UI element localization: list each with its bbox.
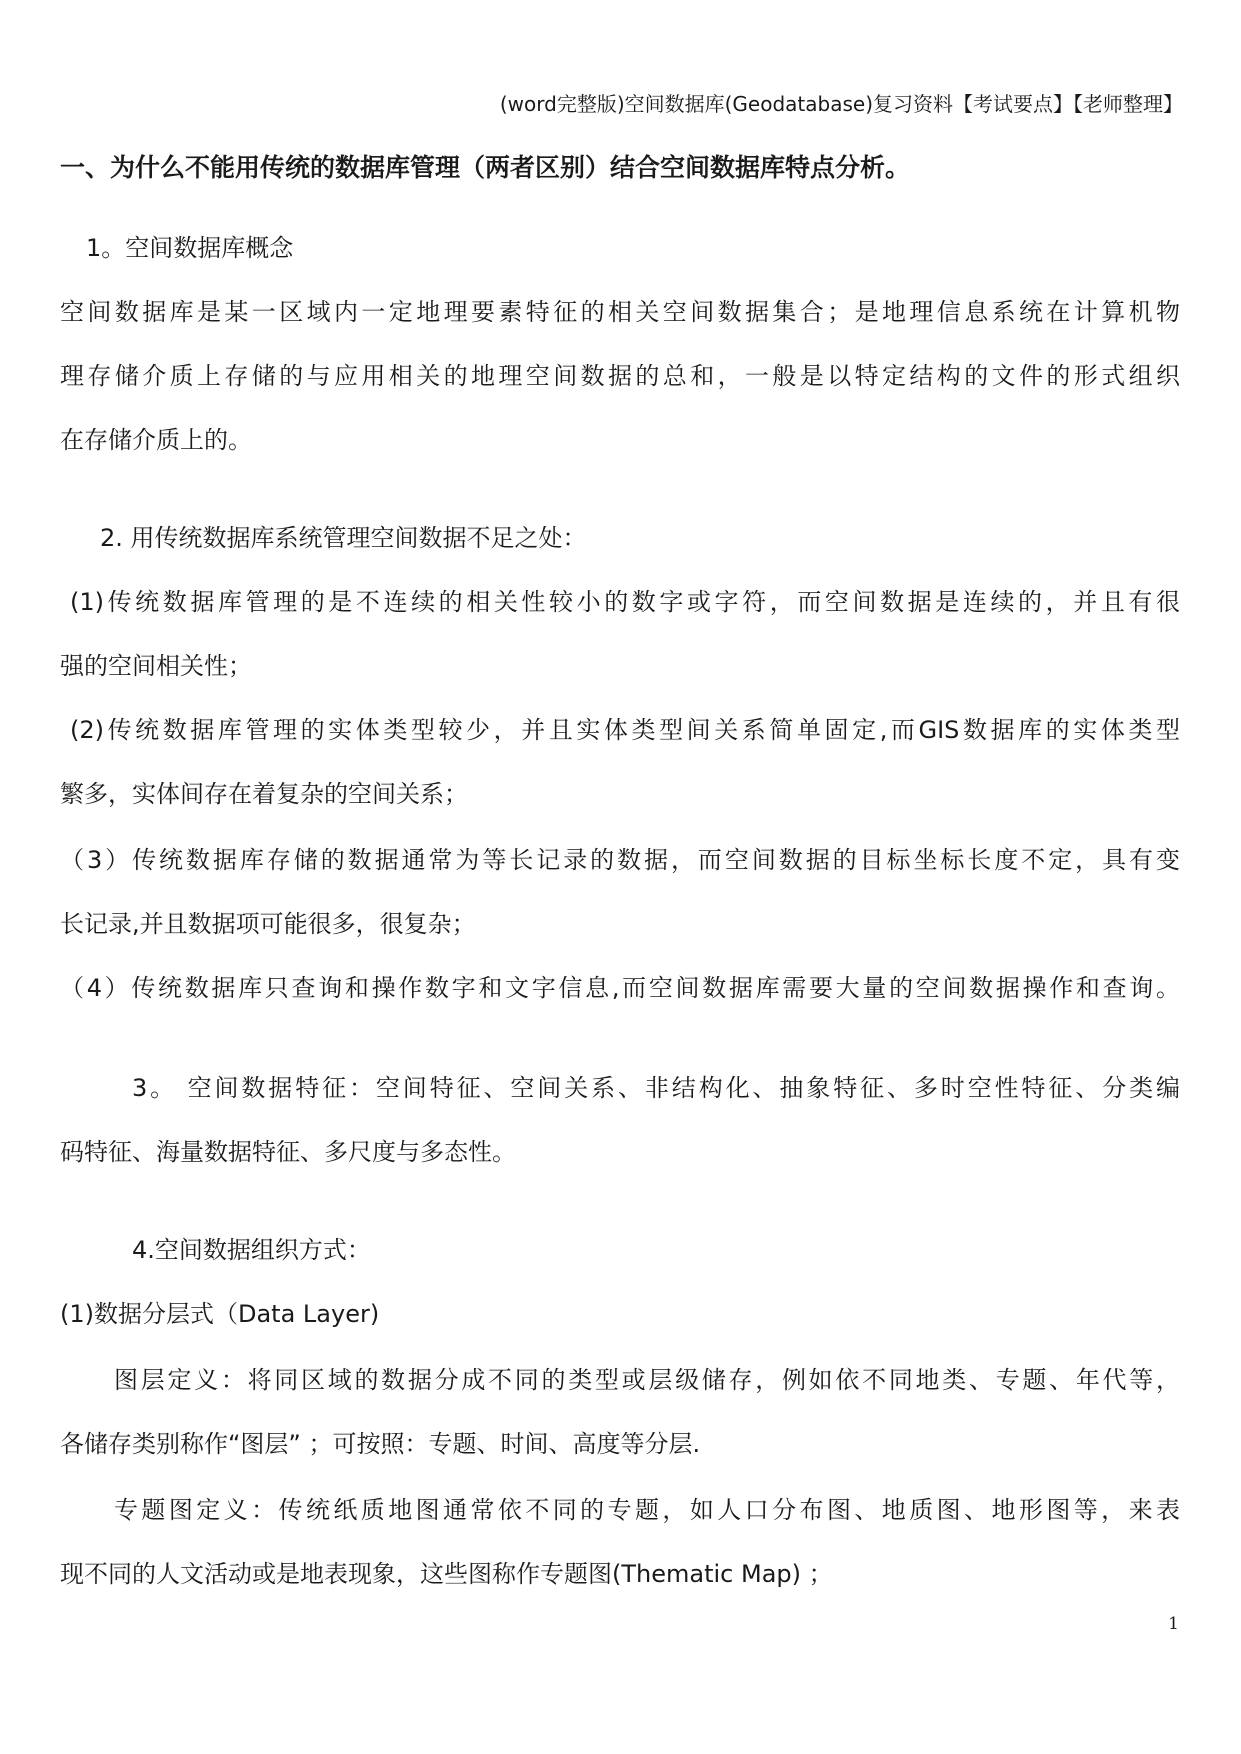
list-item-line: (2)传统数据库管理的实体类型较少，并且实体类型间关系简单固定,而GIS数据库的实体类型 bbox=[70, 716, 1180, 744]
paragraph-line: 图层定义：将同区域的数据分成不同的类型或层级储存，例如依不同地类、专题、年代等， bbox=[114, 1366, 1180, 1394]
list-item-line: 长记录,并且数据项可能很多，很复杂； bbox=[60, 910, 476, 938]
list-item-line: 繁多，实体间存在着复杂的空间关系； bbox=[60, 780, 468, 808]
subsection-3-line: 码特征、海量数据特征、多尺度与多态性。 bbox=[60, 1138, 516, 1166]
list-item-line: （4）传统数据库只查询和操作数字和文字信息,而空间数据库需要大量的空间数据操作和查询。 bbox=[60, 974, 1180, 1002]
list-item-line: (1)传统数据库管理的是不连续的相关性较小的数字或字符，而空间数据是连续的，并且有很 bbox=[70, 588, 1180, 616]
paragraph-line: 专题图定义：传统纸质地图通常依不同的专题，如人口分布图、地质图、地形图等，来表 bbox=[114, 1496, 1180, 1524]
paragraph-line: 理存储介质上存储的与应用相关的地理空间数据的总和，一般是以特定结构的文件的形式组织 bbox=[60, 362, 1180, 390]
paragraph-line: 各储存类别称作“图层” ；可按照：专题、时间、高度等分层. bbox=[60, 1430, 701, 1458]
paragraph-line: 空间数据库是某一区域内一定地理要素特征的相关空间数据集合；是地理信息系统在计算机物 bbox=[60, 298, 1180, 326]
list-item-line: （3）传统数据库存储的数据通常为等长记录的数据，而空间数据的目标坐标长度不定，具有变 bbox=[60, 846, 1180, 874]
subsection-title-1: 1。空间数据库概念 bbox=[86, 234, 294, 262]
subsection-3-line: 3。 空间数据特征：空间特征、空间关系、非结构化、抽象特征、多时空性特征、分类编 bbox=[132, 1074, 1180, 1102]
subsection-4-subtitle: (1)数据分层式（Data Layer) bbox=[60, 1300, 380, 1328]
list-item-line: 强的空间相关性； bbox=[60, 652, 252, 680]
subsection-title-2: 2. 用传统数据库系统管理空间数据不足之处： bbox=[100, 524, 587, 552]
subsection-title-4: 4.空间数据组织方式： bbox=[132, 1236, 371, 1264]
running-header: (word完整版)空间数据库(Geodatabase)复习资料【考试要点】【老师整理】 bbox=[499, 92, 1183, 116]
page-number: 1 bbox=[1168, 1614, 1179, 1634]
section-heading: 一、为什么不能用传统的数据库管理（两者区别）结合空间数据库特点分析。 bbox=[60, 153, 911, 182]
paragraph-line: 在存储介质上的。 bbox=[60, 426, 252, 454]
paragraph-line: 现不同的人文活动或是地表现象，这些图称作专题图(Thematic Map) ； bbox=[60, 1560, 833, 1588]
